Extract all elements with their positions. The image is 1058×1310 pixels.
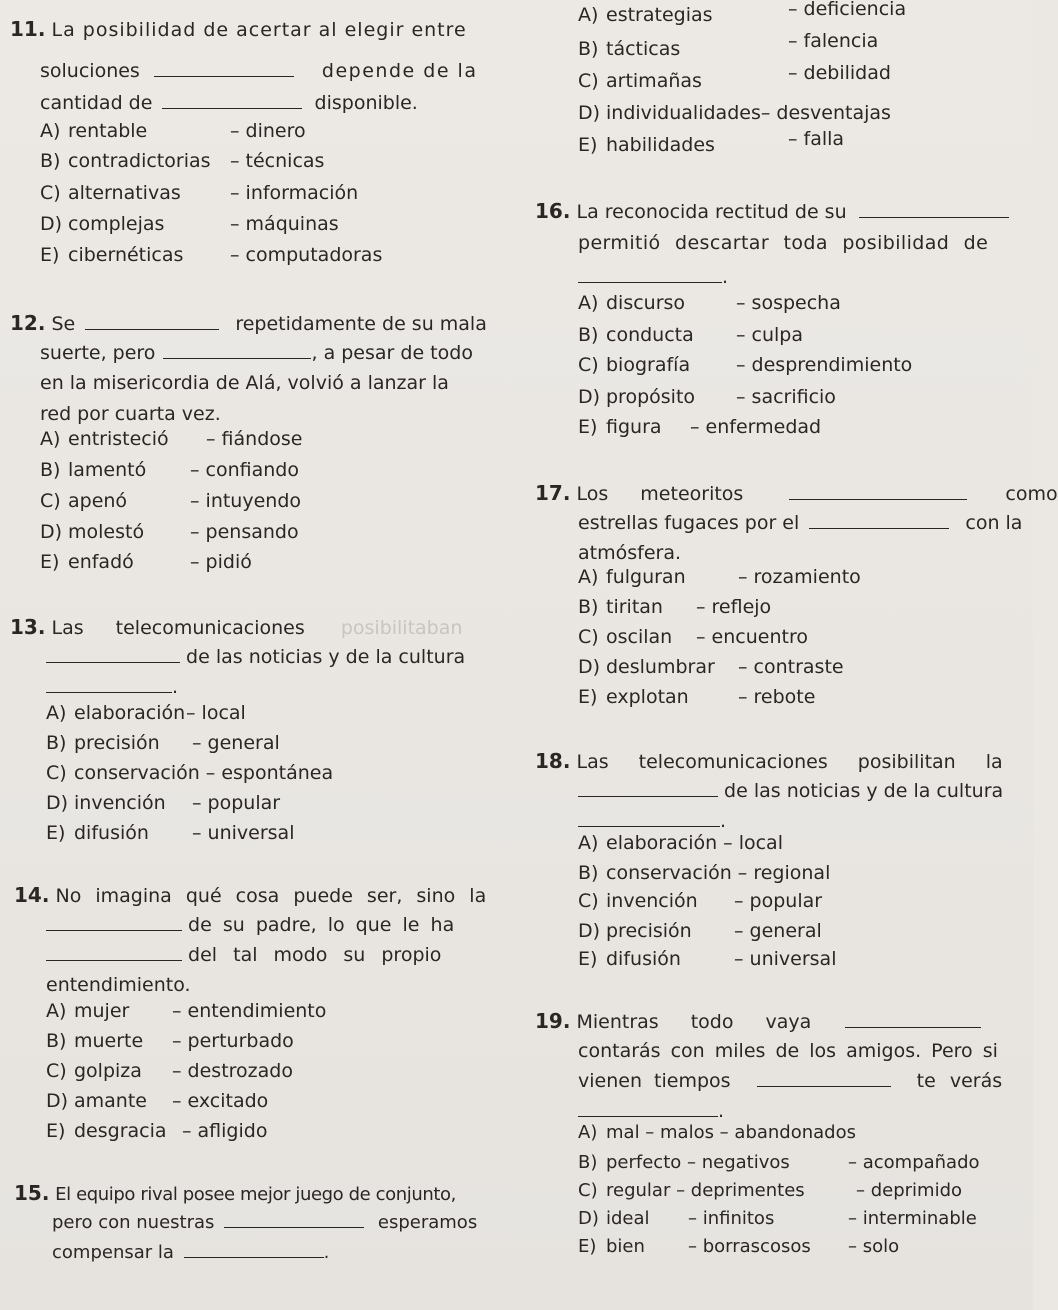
question-stem: con la [965,512,1023,534]
question-stem: red por cuarta vez. [40,403,221,425]
option-14-a[interactable]: A) mujer – entendimiento [46,1000,327,1022]
answer-blank[interactable] [757,1068,891,1087]
answer-blank[interactable] [809,510,949,529]
answer-blank[interactable] [46,942,182,961]
answer-blank[interactable] [85,311,219,330]
option-12-b[interactable]: B) lamentó – confiando [40,459,299,481]
option-15-b[interactable]: B) tácticas – falencia [578,30,879,60]
answer-blank[interactable] [46,912,182,931]
option-19-d[interactable]: D) ideal – infinitos – interminable [578,1208,977,1229]
answer-blank[interactable] [184,1239,324,1258]
option-15-a[interactable]: A) estrategias – deficiencia [578,0,907,26]
option-19-b[interactable]: B) perfecto – negativos – acompañado [578,1152,980,1173]
question-number: 17. [535,481,571,505]
question-number: 12. [10,311,46,335]
option-11-e[interactable]: E) cibernéticas – computadoras [40,244,383,266]
question-stem: . [172,676,179,698]
answer-blank[interactable] [578,1098,718,1117]
option-12-e[interactable]: E) enfadó – pidió [40,551,252,573]
question-stem: soluciones [40,60,140,82]
answer-blank[interactable] [789,481,967,500]
answer-blank[interactable] [163,340,311,359]
question-stem: suerte, pero [40,342,156,364]
question-stem: La reconocida rectitud de su [576,201,847,223]
question-stem: . [323,1242,330,1263]
question-stem: La posibilidad de acertar al elegir entre [51,19,467,41]
option-13-c[interactable]: C) conservación – espontánea [46,762,334,784]
answer-blank[interactable] [578,778,718,797]
option-13-a[interactable]: A) elaboración – local [46,702,246,724]
option-14-c[interactable]: C) golpiza – destrozado [46,1060,293,1082]
option-16-b[interactable]: B) conducta – culpa [578,324,804,346]
question-number: 11. [10,17,46,41]
option-15-c[interactable]: C) artimañas – debilidad [578,62,891,92]
answer-blank[interactable] [845,1009,981,1028]
question-stem: de las noticias y de la cultura [724,780,1004,802]
option-16-e[interactable]: E) figura – enfermedad [578,416,822,438]
question-stem: estrellas fugaces por el [578,512,800,534]
option-12-c[interactable]: C) apenó – intuyendo [40,490,302,512]
option-14-e[interactable]: E) desgracia – afligido [46,1120,268,1142]
option-17-b[interactable]: B) tiritan – reflejo [578,596,772,618]
option-17-e[interactable]: E) explotan – rebote [578,686,816,708]
option-18-d[interactable]: D) precisión – general [578,920,822,942]
question-stem: El equipo rival posee mejor juego de conjunto, [55,1184,456,1205]
option-16-a[interactable]: A) discurso – sospecha [578,292,841,314]
answer-blank[interactable] [224,1209,364,1228]
question-stem: pero con nuestras [52,1212,215,1233]
option-16-c[interactable]: C) biografía – desprendimiento [578,354,913,376]
question-stem: Los meteoritos [576,483,744,505]
question-stem: Mientras todo vaya [576,1011,812,1033]
question-stem: depende de la [321,60,478,82]
question-stem: en la misericordia de Alá, volvió a lanzar la [40,372,449,394]
question-number: 14. [14,883,50,907]
option-16-d[interactable]: D) propósito – sacrificio [578,386,836,408]
question-stem: , a pesar de todo [311,342,473,364]
answer-blank[interactable] [578,264,722,283]
answer-blank[interactable] [46,644,180,663]
question-number: 15. [14,1181,50,1205]
option-12-d[interactable]: D) molestó – pensando [40,521,299,543]
question-number: 19. [535,1009,571,1033]
option-15-e[interactable]: E) habilidades – falla [578,128,845,156]
answer-blank[interactable] [578,808,720,827]
option-14-b[interactable]: B) muerte – perturbado [46,1030,294,1052]
question-stem: compensar la [52,1242,174,1263]
option-17-d[interactable]: D) deslumbrar – contraste [578,656,844,678]
question-stem: de las noticias y de la cultura [186,646,466,668]
question-stem: posibilitaban [340,617,463,639]
question-stem: disponible. [314,92,418,114]
question-stem: Las telecomunicaciones posibilitan la [576,751,1003,773]
option-13-e[interactable]: E) difusión – universal [46,822,295,844]
option-19-a[interactable]: A) mal – malos – abandonados [578,1122,856,1143]
option-18-a[interactable]: A) elaboración – local [578,832,783,854]
option-18-b[interactable]: B) conservación – regional [578,862,831,884]
question-stem: No imagina qué cosa puede ser, sino la [55,885,487,907]
option-19-c[interactable]: C) regular – deprimentes – deprimido [578,1180,963,1201]
answer-blank[interactable] [162,90,302,109]
option-18-e[interactable]: E) difusión – universal [578,948,837,970]
answer-blank[interactable] [859,199,1009,218]
option-18-c[interactable]: C) invención – popular [578,890,823,912]
question-number: 18. [535,749,571,773]
option-13-d[interactable]: D) invención – popular [46,792,281,814]
option-11-b[interactable]: B) contradictorias – técnicas [40,150,325,172]
question-stem: cantidad de [40,92,153,114]
question-stem: permitió descartar toda posibilidad de [578,232,989,254]
option-12-a[interactable]: A) entristeció – fiándose [40,428,303,450]
question-number: 16. [535,199,571,223]
answer-blank[interactable] [154,58,294,77]
question-stem: del tal modo su propio [188,944,442,966]
option-17-a[interactable]: A) fulguran – rozamiento [578,566,861,588]
option-15-d[interactable]: D) individualidades– desventajas [578,102,891,124]
question-stem: entendimiento. [46,974,191,996]
question-stem: Se [51,313,76,335]
question-stem: atmósfera. [578,542,681,564]
question-stem: vienen tiempos [578,1070,731,1092]
option-14-d[interactable]: D) amante – excitado [46,1090,269,1112]
option-11-d[interactable]: D) complejas – máquinas [40,213,339,235]
question-stem: esperamos [377,1212,478,1233]
question-stem: . [720,810,727,832]
question-stem: . [722,266,729,288]
option-17-c[interactable]: C) oscilan – encuentro [578,626,808,648]
answer-blank[interactable] [46,674,172,693]
question-stem: . [718,1100,725,1122]
question-stem: de su padre, lo que le ha [188,914,455,936]
option-19-e[interactable]: E) bien – borrascosos – solo [578,1236,900,1257]
question-stem: te verás [916,1070,1003,1092]
question-stem: Las telecomunicaciones [51,617,305,639]
option-13-b[interactable]: B) precisión – general [46,732,280,754]
option-11-a[interactable]: A) rentable – dinero [40,120,306,142]
option-11-c[interactable]: C) alternativas – información [40,182,359,204]
question-number: 13. [10,615,46,639]
question-stem: repetidamente de su mala [235,313,487,335]
question-stem: como [1005,483,1058,505]
question-stem: contarás con miles de los amigos. Pero si [578,1040,998,1062]
